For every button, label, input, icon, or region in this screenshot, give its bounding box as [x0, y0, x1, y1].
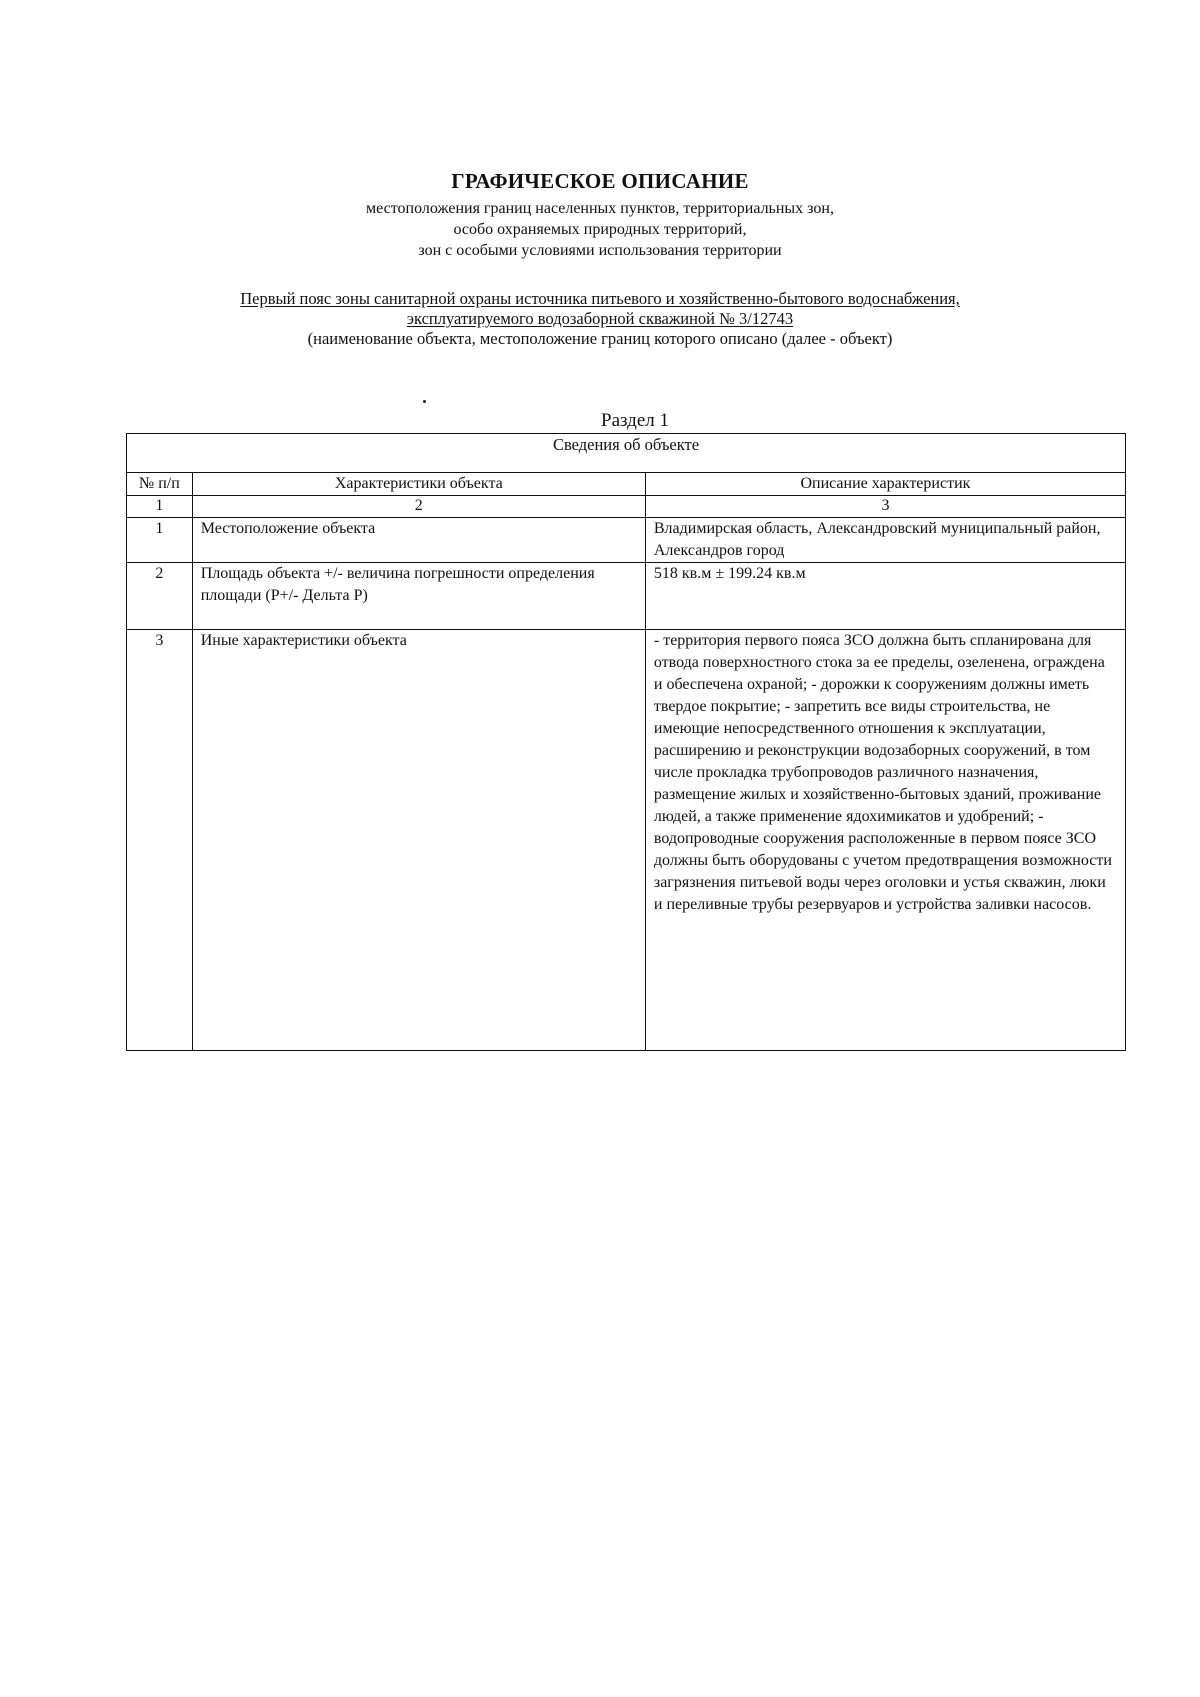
table-caption-row	[127, 434, 1126, 473]
table-column-numbers-row	[127, 496, 1126, 518]
object-name-line: Первый пояс зоны санитарной охраны источника питьевого и хозяйственно-бытового водоснабжения,	[240, 289, 960, 308]
column-number: 3	[645, 496, 1125, 518]
row-description: - территория первого пояса ЗСО должна быть спланирована для отвода поверхностного стока за ее пределы, озеленена, ограждена и обеспечена охраной; - дорожки к сооружениям должны иметь твердое покрытие; - запретить все виды строительства, не имеющие непосредственного отношения к эксплуатации, расширению и реконструкции водозаборных сооружений, в том числе прокладка трубопроводов различного назначения, размещение жилых и хозяйственно-бытовых зданий, проживание людей, а также применение ядохимикатов и удобрений; - водопроводные сооружения расположенные в первом поясе ЗСО должны быть оборудованы с учетом предотвращения возможности загрязнения питьевой воды через оголовки и устья скважин, люки и переливные трубы резервуаров и устройства заливки насосов.	[645, 630, 1125, 1051]
document-subtitle	[0, 198, 1200, 261]
row-characteristic: Площадь объекта +/- величина погрешности определения площади (Р+/- Дельта Р)	[192, 563, 645, 630]
column-header-number: № п/п	[127, 473, 193, 496]
table-row	[127, 518, 1126, 563]
row-description: Владимирская область, Александровский муниципальный район, Александров город	[645, 518, 1125, 563]
table-row	[127, 563, 1126, 630]
column-header-characteristic: Характеристики объекта	[192, 473, 645, 496]
row-number: 3	[127, 630, 193, 1051]
column-number: 2	[192, 496, 645, 518]
column-header-description: Описание характеристик	[645, 473, 1125, 496]
object-name-block	[0, 289, 1200, 349]
object-name-line: эксплуатируемого водозаборной скважиной № 3/12743	[406, 309, 794, 328]
scan-speck	[423, 400, 426, 403]
object-info-table	[126, 433, 1126, 1051]
column-number: 1	[127, 496, 193, 518]
row-number: 2	[127, 563, 193, 630]
subtitle-line: местоположения границ населенных пунктов, территориальных зон,	[366, 200, 834, 217]
row-characteristic: Местоположение объекта	[192, 518, 645, 563]
subtitle-line: зон с особыми условиями использования территории	[418, 242, 782, 259]
table-header-row	[127, 473, 1126, 496]
row-description: 518 кв.м ± 199.24 кв.м	[645, 563, 1125, 630]
row-characteristic: Иные характеристики объекта	[192, 630, 645, 1051]
object-name-caption: (наименование объекта, местоположение границ которого описано (далее - объект)	[307, 329, 893, 348]
row-number: 1	[127, 518, 193, 563]
section-title: Раздел 1	[601, 410, 669, 431]
table-row	[127, 630, 1126, 1051]
document-title: ГРАФИЧЕСКОЕ ОПИСАНИЕ	[451, 169, 749, 193]
table-caption: Сведения об объекте	[127, 434, 1126, 473]
subtitle-line: особо охраняемых природных территорий,	[453, 221, 747, 238]
